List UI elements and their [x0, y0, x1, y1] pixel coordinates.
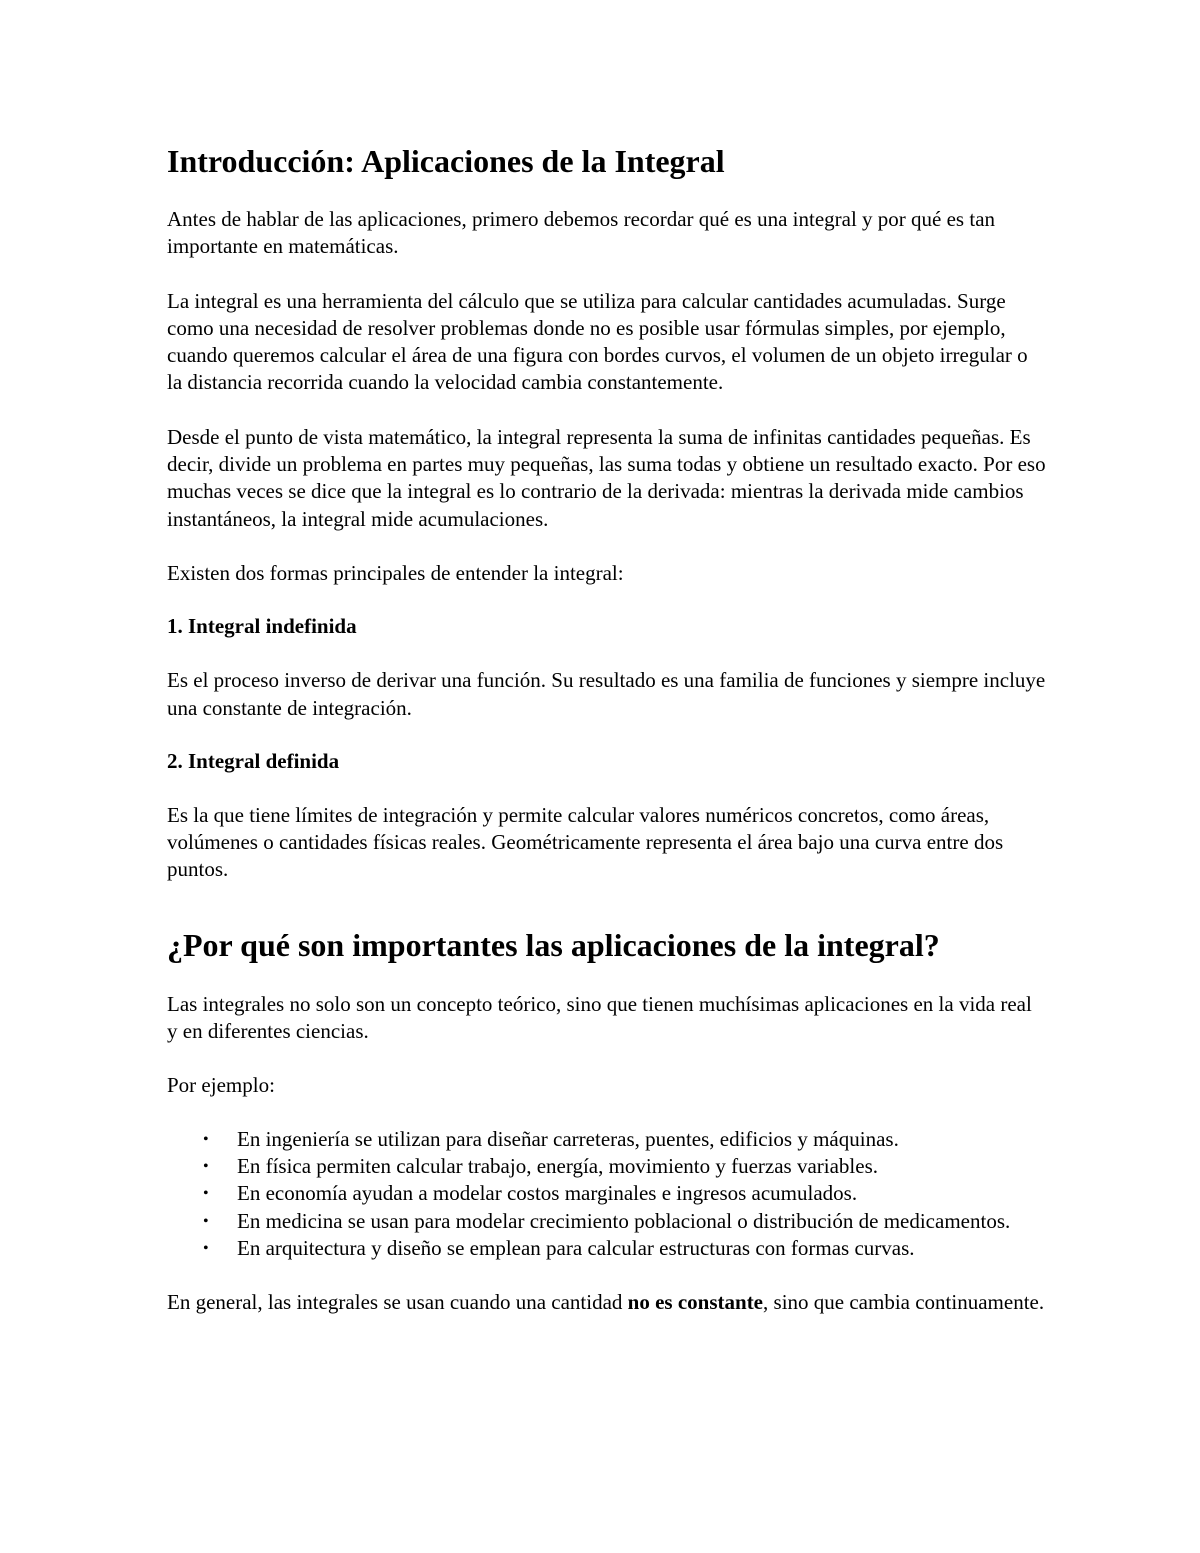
list-item-text: En medicina se usan para modelar crecimiento poblacional o distribución de medicamentos.: [237, 1208, 1011, 1233]
bullet-icon: •: [203, 1239, 209, 1257]
main-heading: Introducción: Aplicaciones de la Integral: [167, 143, 725, 179]
second-heading: ¿Por qué son importantes las aplicaciones de la integral?: [167, 926, 940, 963]
list-item-text: En física permiten calcular trabajo, energía, movimiento y fuerzas variables.: [237, 1153, 879, 1178]
paragraph-definition: La integral es una herramienta del cálculo que se utiliza para calcular cantidades acumuladas. Surge como una necesidad de resolver problemas donde no es posible usar fórmulas simples, por ejemplo, cuando queremos calcular el área de una figura con bordes curvos, el volumen de un objeto irregular o la distancia recorrida cuando la velocidad cambia constantemente.: [167, 288, 1028, 395]
conclusion-text-after: , sino que cambia continuamente.: [763, 1290, 1045, 1315]
document-page: [167, 130, 1047, 1316]
paragraph-definite: Es la que tiene límites de integración y permite calcular valores numéricos concretos, como áreas, volúmenes o cantidades físicas reales. Geométricamente representa el área bajo una curva entre dos puntos.: [167, 802, 1004, 882]
paragraph-applications: Las integrales no solo son un concepto teórico, sino que tienen muchísimas aplicaciones en la vida real y en diferentes ciencias.: [167, 991, 1032, 1044]
bullet-icon: •: [203, 1157, 209, 1175]
list-item: [203, 1180, 1047, 1207]
paragraph-example-intro: Por ejemplo:: [167, 1073, 275, 1098]
bullet-icon: •: [203, 1185, 209, 1203]
bullet-icon: •: [203, 1130, 209, 1148]
paragraph-math-view: Desde el punto de vista matemático, la integral representa la suma de infinitas cantidades pequeñas. Es decir, divide un problema en partes muy pequeñas, las suma todas y obtiene un resultado exacto. Por eso muchas veces se dice que la integral es lo contrario de la derivada: mientras la derivada mide cambios instantáneos, la integral mide acumulaciones.: [167, 424, 1046, 531]
paragraph-intro: Antes de hablar de las aplicaciones, primero debemos recordar qué es una integral y por qué es tan importante en matemáticas.: [167, 207, 996, 259]
paragraph-two-forms: Existen dos formas principales de entender la integral:: [167, 560, 624, 585]
subheading-indefinite: 1. Integral indefinida: [167, 614, 357, 639]
list-item: [203, 1235, 1047, 1262]
paragraph-conclusion: [167, 1289, 1047, 1316]
paragraph-indefinite: Es el proceso inverso de derivar una función. Su resultado es una familia de funciones y siempre incluye una constante de integración.: [167, 668, 1046, 720]
conclusion-emphasis: no es constante: [627, 1290, 764, 1315]
list-item: [203, 1153, 1047, 1180]
bullet-icon: •: [203, 1212, 209, 1230]
list-item-text: En economía ayudan a modelar costos marginales e ingresos acumulados.: [237, 1181, 858, 1206]
list-item: [203, 1208, 1047, 1235]
list-item-text: En arquitectura y diseño se emplean para calcular estructuras con formas curvas.: [237, 1235, 915, 1260]
list-item: [203, 1126, 1047, 1153]
list-item-text: En ingeniería se utilizan para diseñar carreteras, puentes, edificios y máquinas.: [237, 1126, 899, 1151]
subheading-definite: 2. Integral definida: [167, 748, 340, 773]
conclusion-text-before: En general, las integrales se usan cuando una cantidad: [167, 1290, 628, 1315]
applications-list: [167, 1126, 1047, 1262]
